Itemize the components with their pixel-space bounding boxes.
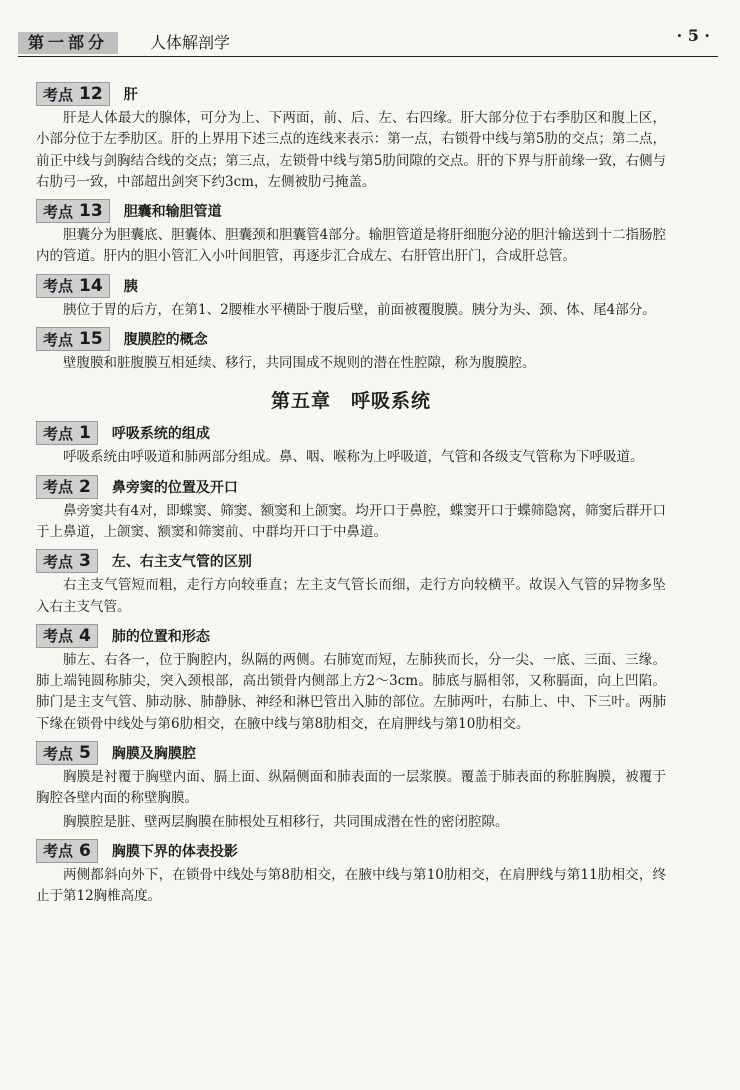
topic-heading bbox=[36, 624, 666, 648]
topic-section bbox=[36, 199, 666, 268]
badge-number: 2 bbox=[79, 476, 91, 497]
topic-heading bbox=[36, 741, 666, 765]
badge-number: 1 bbox=[79, 423, 91, 444]
topic-title: 胸膜及胸膜腔 bbox=[111, 746, 196, 763]
badge-number: 15 bbox=[79, 329, 103, 350]
topic-badge bbox=[36, 82, 110, 106]
topic-badge bbox=[36, 274, 110, 298]
paragraph: 胸膜是衬覆于胸壁内面、膈上面、纵隔侧面和肺表面的一层浆膜。覆盖于肺表面的称脏胸膜，被覆于胸腔各壁内面的称壁胸膜。 bbox=[36, 769, 666, 807]
paragraph: 胆囊分为胆囊底、胆囊体、胆囊颈和胆囊管4部分。输胆管道是将肝细胞分泌的胆汁输送到十二指肠腔内的管道。肝内的胆小管汇入小叶间胆管，再逐步汇合成左、右肝管出肝门，合成肝总管。 bbox=[36, 227, 666, 265]
topic-badge bbox=[36, 199, 110, 223]
topic-title: 肺的位置和形态 bbox=[111, 628, 210, 645]
topic-title: 鼻旁窦的位置及开口 bbox=[111, 479, 238, 496]
badge-number: 3 bbox=[79, 551, 91, 572]
topic-badge bbox=[36, 741, 98, 765]
running-title: 人体解剖学 bbox=[150, 33, 231, 52]
badge-label: 考点 bbox=[43, 330, 74, 349]
badge-label: 考点 bbox=[43, 202, 74, 221]
chapter-title: 第五章 呼吸系统 bbox=[270, 390, 431, 413]
paragraph: 右主支气管短而粗，走行方向较垂直；左主支气管长而细，走行方向较横平。故误入气管的异物多坠入右主支气管。 bbox=[36, 577, 666, 615]
badge-label: 考点 bbox=[43, 478, 74, 497]
paragraph: 肺左、右各一，位于胸腔内，纵隔的两侧。右肺宽而短，左肺狭而长，分一尖、一底、三面、三缘。肺上端钝圆称肺尖，突入颈根部，高出锁骨内侧部上方2～3cm。肺底与膈相邻，又称膈面，向上凹陷。肺门是主支气管、肺动脉、肺静脉、神经和淋巴管出入肺的部位。左肺两叶，右肺上、中、下三叶。两肺下缘在锁骨中线处与第6肋相交，在腋中线与第8肋相交，在肩胛线与第10肋相交。 bbox=[36, 651, 666, 732]
topic-badge bbox=[36, 839, 98, 863]
badge-number: 12 bbox=[79, 84, 103, 104]
topic-section bbox=[36, 274, 666, 321]
topic-title: 左、右主支气管的区别 bbox=[111, 554, 252, 571]
topic-section bbox=[36, 624, 666, 735]
topic-title: 肝 bbox=[123, 87, 138, 103]
paragraph: 胸膜腔是脏、壁两层胸膜在肺根处互相移行，共同围成潜在性的密闭腔隙。 bbox=[63, 813, 509, 830]
paragraph: 壁腹膜和脏腹膜互相延续、移行，共同围成不规则的潜在性腔隙，称为腹膜腔。 bbox=[63, 355, 536, 372]
topic-badge bbox=[36, 327, 110, 351]
paragraph: 肝是人体最大的腺体，可分为上、下两面，前、后、左、右四缘。肝大部分位于右季肋区和腹上区，小部分位于左季肋区。肝的上界用下述三点的连线来表示：第一点，右锁骨中线与第5肋的交点；第二点，前正中线与剑胸结合线的交点；第三点，左锁骨中线与第5肋间隙的交点。肝的下界与肝前缘一致，右侧与右肋弓一致，中部超出剑突下约3cm，左侧被肋弓掩盖。 bbox=[36, 110, 666, 190]
badge-number: 5 bbox=[79, 743, 91, 764]
topic-badge bbox=[36, 549, 98, 573]
topic-heading bbox=[36, 199, 666, 223]
part-label: 第一部分 bbox=[18, 32, 118, 54]
topic-title: 胆囊和输胆管道 bbox=[123, 204, 222, 221]
topic-badge bbox=[36, 475, 98, 499]
badge-label: 考点 bbox=[43, 85, 74, 104]
badge-label: 考点 bbox=[43, 744, 74, 763]
badge-label: 考点 bbox=[43, 627, 74, 646]
paragraph: 胰位于胃的后方，在第1、2腰椎水平横卧于腹后壁，前面被覆腹膜。胰分为头、颈、体、尾4部分。 bbox=[63, 301, 656, 318]
topic-badge bbox=[36, 624, 98, 648]
badge-label: 考点 bbox=[43, 842, 74, 861]
topic-heading bbox=[36, 421, 666, 445]
page-number: · 5 · bbox=[676, 26, 710, 45]
topic-badge bbox=[36, 421, 98, 445]
running-header bbox=[18, 26, 718, 58]
topic-title: 胸膜下界的体表投影 bbox=[111, 843, 238, 860]
badge-number: 14 bbox=[79, 275, 103, 296]
paragraph: 鼻旁窦共有4对，即蝶窦、筛窦、额窦和上颌窦。均开口于鼻腔，蝶窦开口于蝶筛隐窝，筛窦后群开口于上鼻道，上颌窦、额窦和筛窦前、中群均开口于中鼻道。 bbox=[36, 502, 666, 540]
topic-section bbox=[36, 421, 666, 468]
topic-section bbox=[36, 549, 666, 618]
paragraph: 呼吸系统由呼吸道和肺两部分组成。鼻、咽、喉称为上呼吸道，气管和各级支气管称为下呼吸道。 bbox=[63, 449, 644, 466]
page-body bbox=[36, 76, 666, 908]
badge-number: 13 bbox=[79, 201, 103, 222]
topic-section bbox=[36, 741, 666, 833]
header-rule bbox=[18, 56, 718, 57]
topic-title: 腹膜腔的概念 bbox=[123, 332, 208, 349]
topic-title: 胰 bbox=[123, 278, 138, 295]
topic-section bbox=[36, 327, 666, 374]
badge-number: 4 bbox=[79, 625, 91, 646]
badge-label: 考点 bbox=[43, 424, 74, 443]
topic-heading bbox=[36, 839, 666, 863]
badge-label: 考点 bbox=[43, 552, 74, 571]
topic-title: 呼吸系统的组成 bbox=[111, 426, 210, 443]
topic-section bbox=[36, 82, 666, 193]
badge-number: 6 bbox=[79, 840, 91, 861]
topic-section bbox=[36, 839, 666, 908]
topic-heading bbox=[36, 327, 666, 351]
topic-heading bbox=[36, 274, 666, 298]
paragraph: 两侧都斜向外下，在锁骨中线处与第8肋相交，在腋中线与第10肋相交，在肩胛线与第11肋相交，终止于第12胸椎高度。 bbox=[36, 866, 666, 905]
topic-heading bbox=[36, 475, 666, 499]
topic-heading bbox=[36, 82, 666, 106]
topic-section bbox=[36, 475, 666, 544]
topic-heading bbox=[36, 549, 666, 573]
badge-label: 考点 bbox=[43, 277, 74, 296]
